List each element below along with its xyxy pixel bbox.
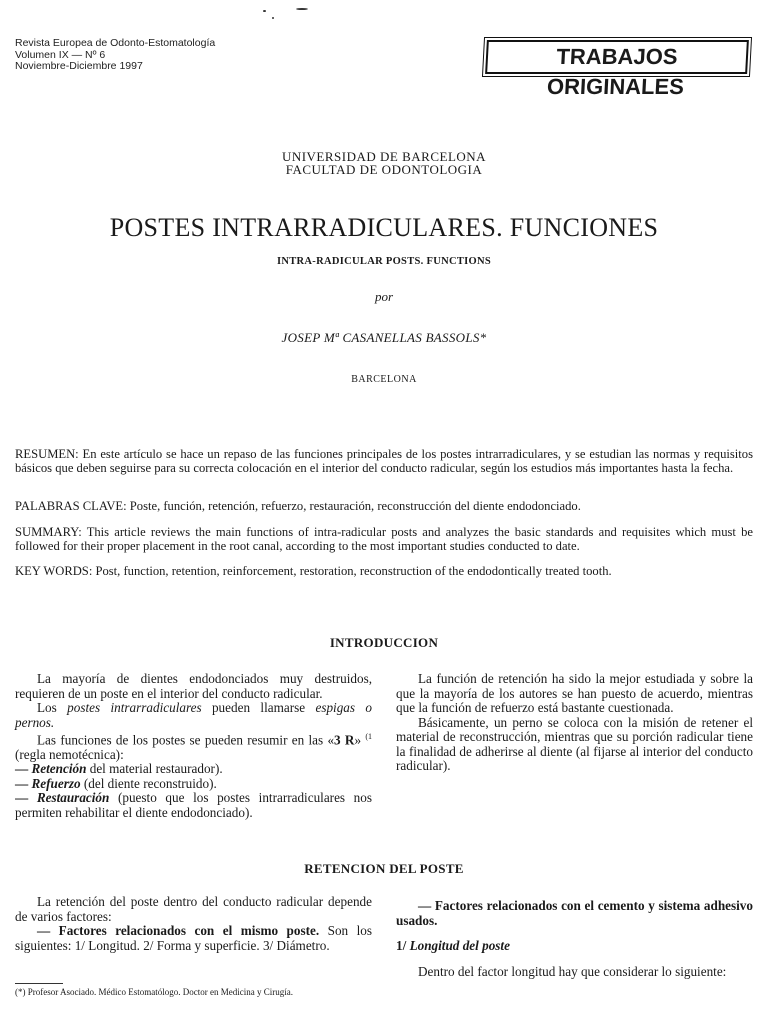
article-subtitle: INTRA-RADICULAR POSTS. FUNCTIONS — [276, 256, 492, 267]
retention-right-column — [396, 899, 753, 979]
text-run: Son los siguientes: 1/ Longitud. 2/ Forma y superficie. 3/ Diámetro. — [15, 923, 372, 953]
journal-volume: Volumen IX — Nº 6 — [15, 48, 106, 61]
text-run: » — [354, 732, 366, 748]
subsection-heading — [396, 939, 753, 954]
footnote-rule — [15, 983, 63, 984]
section-heading-retencion: RETENCION DEL POSTE — [304, 861, 464, 876]
retention-paragraph: La retención del poste dentro del conducto radicular depende de varios factores: — [15, 894, 372, 924]
byline-por: por — [374, 289, 394, 304]
journal-date: Noviembre-Diciembre 1997 — [15, 60, 143, 72]
retention-paragraph: Dentro del factor longitud hay que considerar lo siguiente: — [418, 963, 727, 979]
intro-paragraph — [15, 701, 372, 730]
factor-heading-poste: — Factores relacionados con el mismo poste. — [37, 923, 320, 938]
intro-paragraph — [15, 730, 372, 762]
term-espigas: espigas o pernos. — [15, 700, 372, 730]
section-heading-introduccion: INTRODUCCION — [329, 635, 439, 650]
footnote: (*) Profesor Asociado. Médico Estomatólogo. Doctor en Medicina y Cirugía. — [15, 987, 293, 997]
institution — [0, 150, 768, 176]
journal-name: Revista Europea de Odonto-Estomatología — [15, 37, 216, 49]
dash: — — [15, 791, 37, 806]
retention-paragraph — [15, 924, 372, 953]
term-refuerzo: Refuerzo — [31, 775, 81, 791]
text-run: pueden llamarse — [201, 700, 316, 715]
author-name: JOSEP Mª CASANELLAS BASSOLS* — [281, 330, 487, 345]
intro-right-column — [396, 672, 753, 774]
intro-paragraph: La mayoría de dientes endodonciados muy destruidos, requieren de un poste en el interior del conducto radicular. — [15, 671, 372, 701]
dash: — — [15, 761, 32, 777]
faculty-name: FACULTAD DE ODONTOLOGIA — [285, 162, 483, 177]
article-title: POSTES INTRARRADICULARES. FUNCIONES — [109, 213, 659, 242]
keywords-spanish: PALABRAS CLAVE: Poste, función, retención, refuerzo, restauración, reconstrucción del diente endodonciado. — [15, 499, 581, 513]
author-city: BARCELONA — [351, 374, 417, 385]
factor-heading-cemento: — Factores relacionados con el cemento y sistema adhesivo usados. — [396, 898, 753, 928]
term-retencion: Retención — [31, 761, 87, 777]
abstract-spanish: RESUMEN: En este artículo se hace un repaso de las funciones principales de los postes intrarradiculares, y se estudian las normas y requisitos básicos que deben seguirse para su correcta colocación en el interior del conducto radicular, según los estudios más importantes hasta la fecha. — [15, 447, 753, 475]
keywords-english: KEY WORDS: Post, function, retention, reinforcement, restoration, reconstruction of the endodontically treated tooth. — [15, 564, 612, 578]
scan-speck — [263, 10, 266, 12]
list-item — [15, 777, 372, 792]
text-run: (del diente reconstruido). — [80, 775, 217, 791]
intro-paragraph: La función de retención ha sido la mejor estudiada y sobre la que la mayoría de los autores se han puesto de acuerdo, mientras que la función de refuerzo está bastante cuestionada. — [396, 671, 753, 715]
text-run: del material restaurador). — [86, 761, 223, 777]
abstract-english: SUMMARY: This article reviews the main functions of intra-radicular posts and analyzes the basic standards and requisites which must be followed for their proper placement in the root canal, according to the most important studies conducted to date. — [15, 525, 753, 553]
retention-left-column — [15, 895, 372, 953]
subsection-title: Longitud del poste — [409, 938, 510, 953]
text-run: (regla nemotécnica): — [15, 746, 124, 762]
dash: — — [15, 775, 32, 791]
intro-paragraph: Básicamente, un perno se coloca con la misión de retener el material de reconstrucción, mientras que su porción radicular tiene la finalidad de adherirse al diente (al fijarse al interior del conducto radicular). — [396, 714, 753, 773]
term-restauracion: Restauración — [36, 791, 110, 806]
text-run: (puesto que los postes intrarradiculares nos permiten rehabilitar el diente endodonciado). — [15, 791, 372, 820]
term-postes: postes intrarradiculares — [67, 700, 202, 715]
list-item — [15, 762, 372, 777]
reference-marker: (1 — [365, 732, 373, 741]
intro-left-column — [15, 672, 372, 820]
term-3r: 3 R — [334, 732, 355, 748]
text-run: Las funciones de los postes se pueden resumir en las « — [37, 732, 335, 748]
list-item — [15, 791, 372, 820]
journal-info — [15, 38, 215, 73]
section-badge: TRABAJOS ORIGINALES — [485, 40, 749, 74]
university-name: UNIVERSIDAD DE BARCELONA — [281, 149, 487, 164]
subsection-number: 1/ — [396, 938, 410, 953]
scan-speck — [296, 8, 308, 10]
scan-speck — [272, 17, 274, 19]
text-run: Los — [37, 700, 68, 715]
